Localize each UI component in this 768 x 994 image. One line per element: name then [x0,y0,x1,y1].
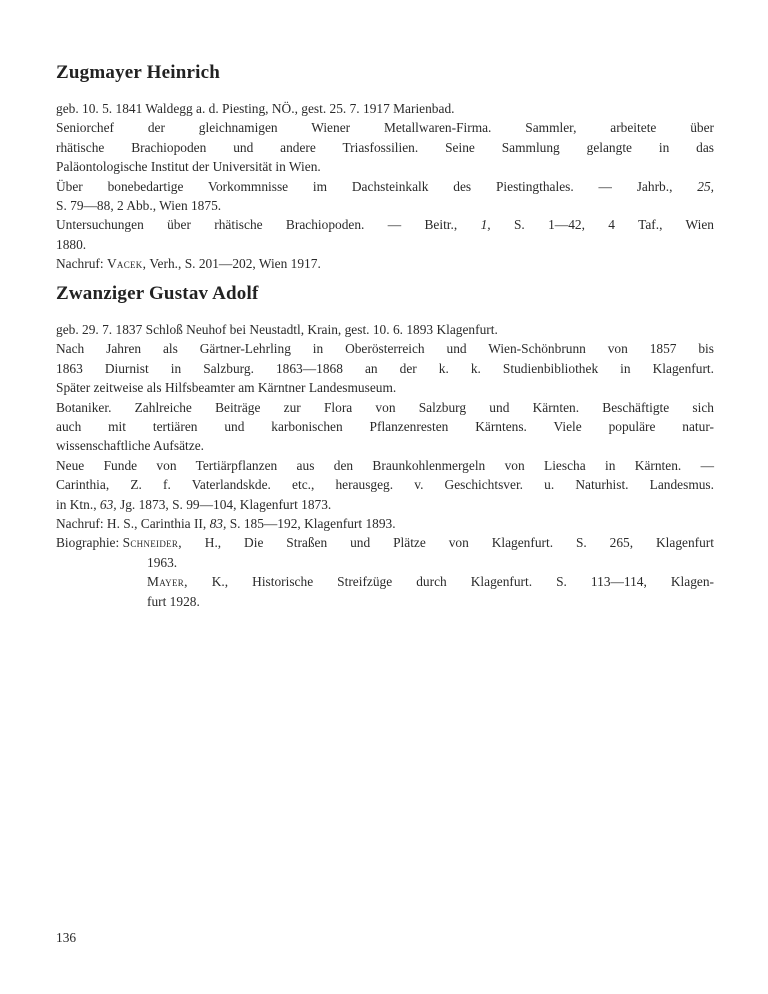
biography-label: Biographie: [56,535,123,551]
entry-zwanziger [56,283,714,611]
biography-reference: Schneider, H., Die Straßen und Plätze von Klagenfurt. S. 265, Klagenfurt [122,535,714,551]
text-line: 1963. [147,554,178,570]
text-line: Nach Jahren als Gärtner-Lehrling in Oberösterreich und Wien-Schönbrunn von 1857 bis [56,341,714,357]
author-name: Schneider, [122,535,182,551]
text-line: Botaniker. Zahlreiche Beiträge zur Flora von Salzburg und Kärnten. Beschäftigte sich [56,399,714,415]
author-name: Mayer, [147,574,188,590]
text-line: wissenschaftliche Aufsätze. [56,438,204,454]
text-line: Seniorchef der gleichnamigen Wiener Metallwaren-Firma. Sammler, arbeitete über [56,120,714,136]
text-line: rhätische Brachiopoden und andere Triasfossilien. Seine Sammlung gelangte in das [56,139,714,155]
text-line: Neue Funde von Tertiärpflanzen aus den Braunkohlenmergeln von Liescha in Kärnten. — [56,457,714,473]
biography-reference: Mayer, K., Historische Streifzüge durch Klagenfurt. S. 113—114, Klagen- [147,574,714,590]
text-line: S. 79—88, 2 Abb., Wien 1875. [56,198,222,214]
volume-number: 83, [209,516,227,532]
obituary-line: Nachruf: H. S., Carinthia II, 83, S. 185—192, Klagenfurt 1893. [56,516,396,532]
volume-number: 1, [480,217,491,233]
obituary-line: Nachruf: Vacek, Verh., S. 201—202, Wien 1917. [56,256,321,272]
text-line: geb. 29. 7. 1837 Schloß Neuhof bei Neustadtl, Krain, gest. 10. 6. 1893 Klagenfurt. [56,322,498,337]
text-line: auch mit tertiären und karbonischen Pflanzenresten Kärntens. Viele populäre natur- [56,419,714,435]
page-number: 136 [56,930,77,945]
text-line: 1880. [56,236,87,252]
text-line: geb. 10. 5. 1841 Waldegg a. d. Piesting, NÖ., gest. 25. 7. 1917 Marienbad. [56,101,455,116]
text-line: Paläontologische Institut der Universität in Wien. [56,159,321,175]
text-line: 1863 Diurnist in Salzburg. 1863—1868 an der k. k. Studienbibliothek in Klagenfurt. [56,360,714,376]
biography-section [56,533,714,552]
entry-heading: Zugmayer Heinrich [56,62,221,83]
text-line: Untersuchungen über rhätische Brachiopoden. — Beitr., 1, S. 1—42, 4 Taf., Wien [56,217,714,233]
text-line: Später zeitweise als Hilfsbeamter am Kärntner Landesmuseum. [56,380,397,396]
text-line: Carinthia, Z. f. Vaterlandskde. etc., herausgeg. v. Geschichtsver. u. Naturhist. Landesmus. [56,477,714,493]
volume-number: 25, [697,178,714,194]
entry-body [56,99,714,274]
entry-heading: Zwanziger Gustav Adolf [56,283,259,304]
text-line: Über bonebedartige Vorkommnisse im Dachsteinkalk des Piestingthales. — Jahrb., 25, [56,178,714,194]
text-line: in Ktn., 63, Jg. 1873, S. 99—104, Klagenfurt 1873. [56,496,332,512]
author-name: Vacek, [106,256,147,272]
text-line: furt 1928. [147,593,200,609]
entry-body [56,320,714,611]
entry-zugmayer [56,62,714,274]
volume-number: 63, [99,496,117,512]
